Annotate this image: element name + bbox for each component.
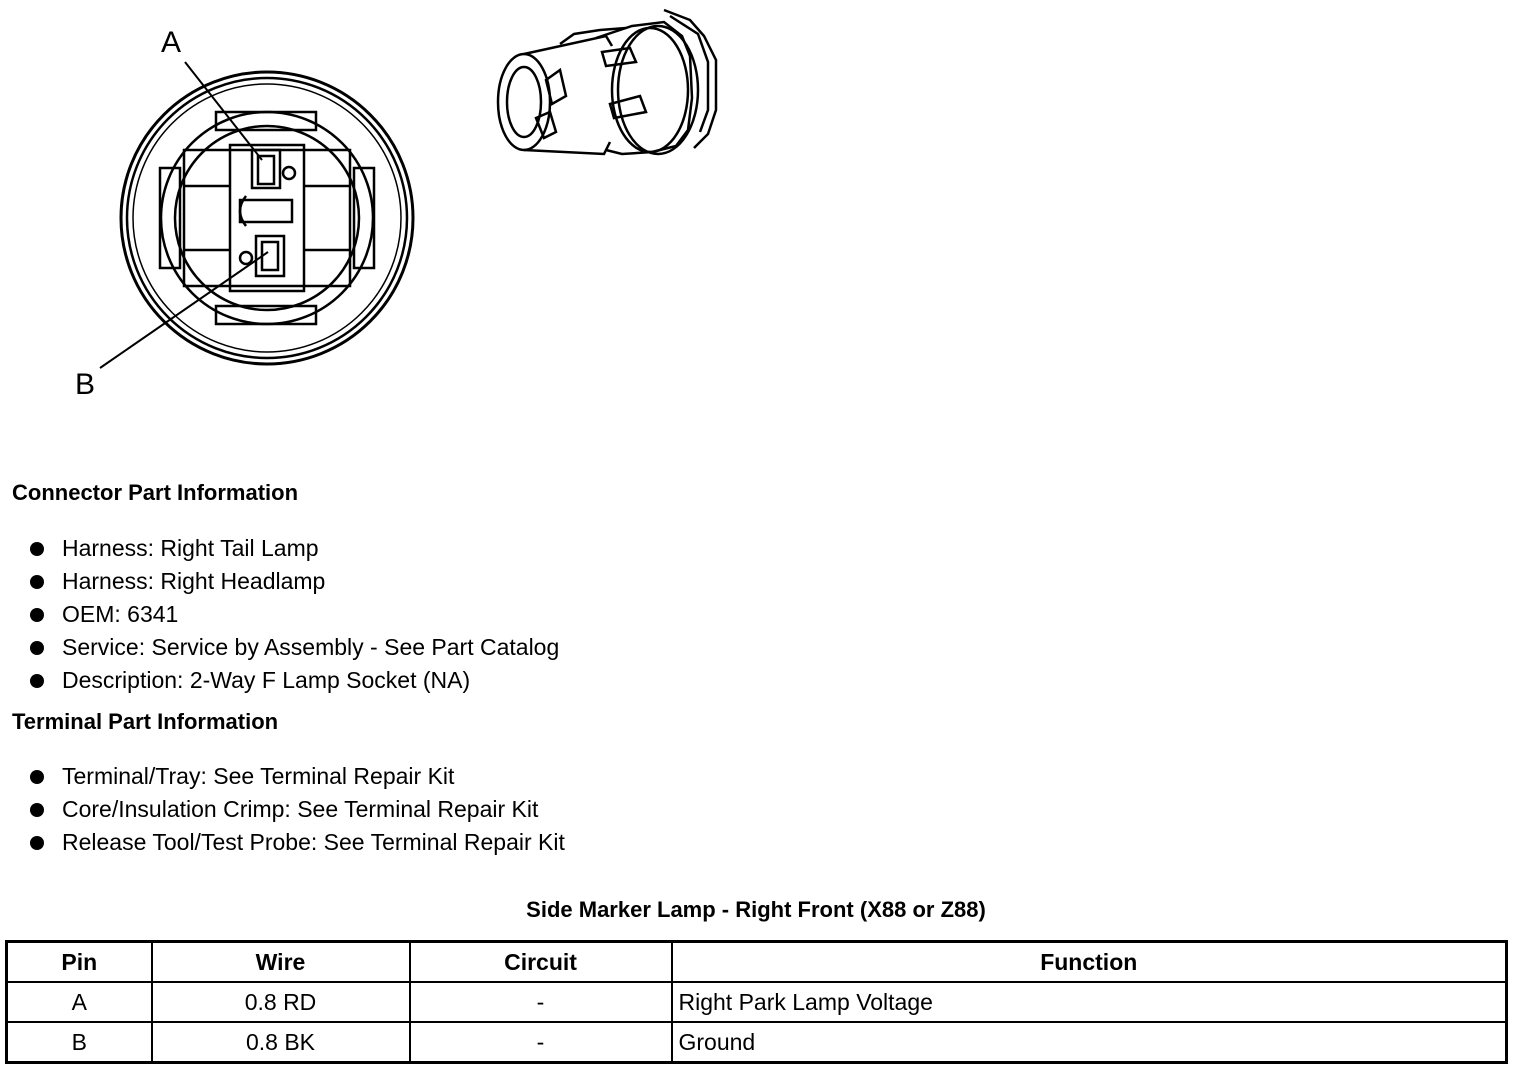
terminal-part-info-list — [30, 760, 565, 859]
header-pin: Pin — [7, 942, 152, 983]
socket-side-view — [498, 10, 716, 154]
bullet-icon — [30, 770, 44, 784]
cell-pin: B — [7, 1022, 152, 1063]
header-function: Function — [672, 942, 1507, 983]
socket-face-view — [100, 62, 413, 368]
cell-wire: 0.8 RD — [152, 982, 410, 1022]
bullet-icon — [30, 575, 44, 589]
bullet-icon — [30, 608, 44, 622]
cell-pin: A — [7, 982, 152, 1022]
list-item — [30, 631, 559, 664]
list-item — [30, 598, 559, 631]
header-wire: Wire — [152, 942, 410, 983]
connector-illustration — [0, 0, 760, 420]
connector-part-info-list — [30, 532, 559, 697]
list-item — [30, 793, 565, 826]
bullet-icon — [30, 542, 44, 556]
cell-function: Ground — [672, 1022, 1507, 1063]
list-item — [30, 532, 559, 565]
terminal-part-info-heading: Terminal Part Information — [12, 709, 279, 734]
list-item-text: OEM: 6341 — [62, 601, 179, 627]
list-item-text: Release Tool/Test Probe: See Terminal Repair Kit — [62, 829, 565, 855]
cell-circuit: - — [410, 982, 672, 1022]
pin-table-title: Side Marker Lamp - Right Front (X88 or Z88) — [526, 897, 986, 922]
callout-a-label: A — [161, 26, 182, 59]
bullet-icon — [30, 803, 44, 817]
list-item — [30, 760, 565, 793]
list-item — [30, 565, 559, 598]
bullet-icon — [30, 836, 44, 850]
cell-function: Right Park Lamp Voltage — [672, 982, 1507, 1022]
list-item — [30, 826, 565, 859]
callout-b-label: B — [75, 368, 96, 401]
list-item-text: Description: 2-Way F Lamp Socket (NA) — [62, 667, 471, 693]
list-item-text: Core/Insulation Crimp: See Terminal Repair Kit — [62, 796, 539, 822]
table-row — [7, 1022, 1507, 1063]
bullet-icon — [30, 674, 44, 688]
connector-drawing — [0, 0, 760, 420]
cell-wire: 0.8 BK — [152, 1022, 410, 1063]
pin-table — [5, 940, 1508, 1064]
cell-circuit: - — [410, 1022, 672, 1063]
table-row — [7, 982, 1507, 1022]
list-item — [30, 664, 559, 697]
list-item-text: Service: Service by Assembly - See Part Catalog — [62, 634, 560, 660]
table-header-row — [7, 942, 1507, 983]
connector-part-info-heading: Connector Part Information — [12, 480, 299, 505]
header-circuit: Circuit — [410, 942, 672, 983]
list-item-text: Harness: Right Tail Lamp — [62, 535, 319, 561]
list-item-text: Terminal/Tray: See Terminal Repair Kit — [62, 763, 455, 789]
bullet-icon — [30, 641, 44, 655]
list-item-text: Harness: Right Headlamp — [62, 568, 326, 594]
